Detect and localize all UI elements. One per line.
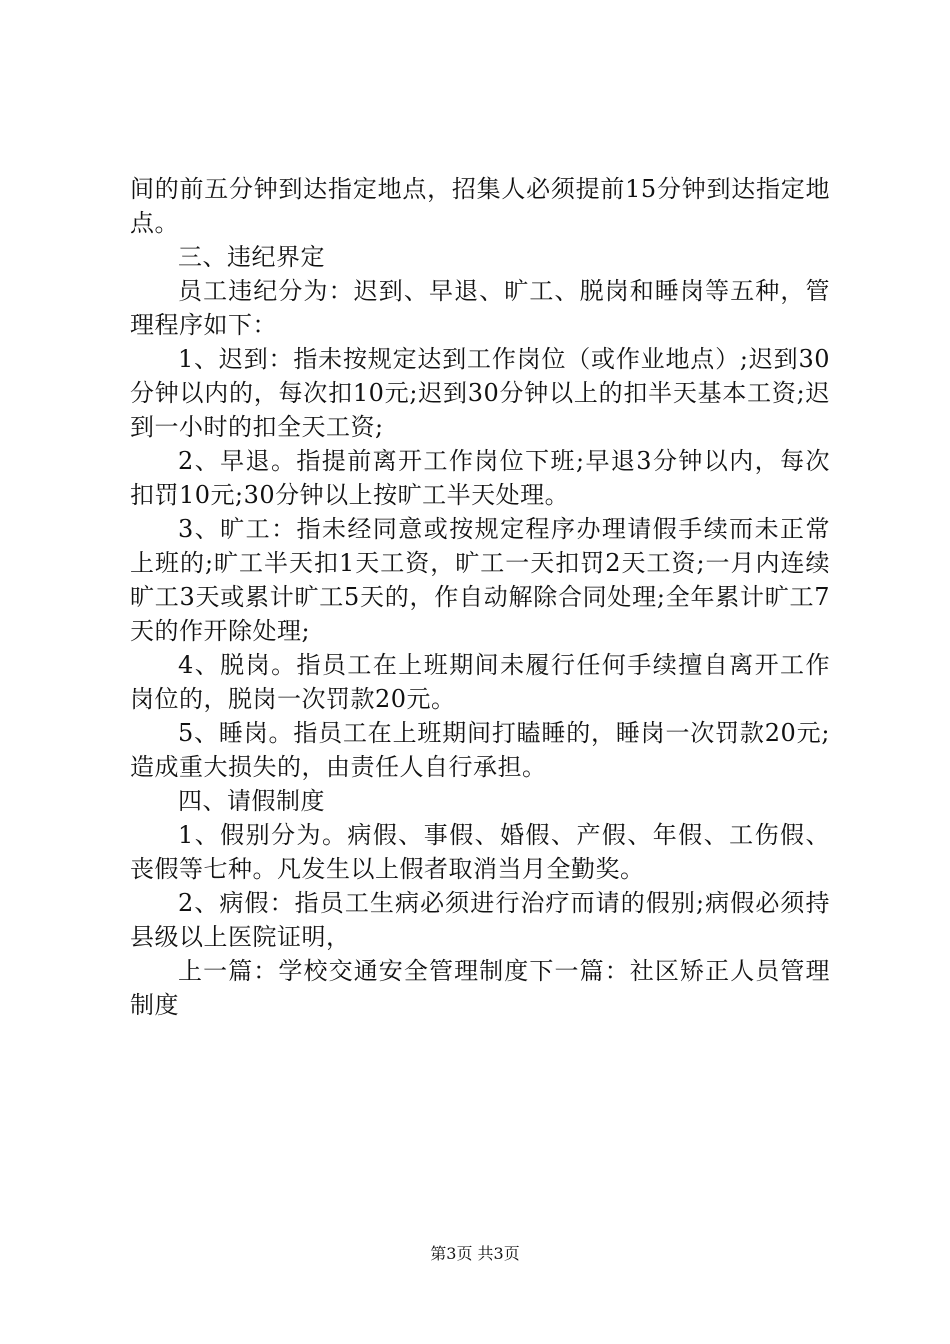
paragraph-leave-types: 1、假别分为。病假、事假、婚假、产假、年假、工伤假、丧假等七种。凡发生以上假者取消当月全勤奖。 [130,821,830,883]
paragraph-early-leave: 2、早退。指提前离开工作岗位下班;早退3分钟以内，每次扣罚10元;30分钟以上按旷工半天处理。 [130,447,830,509]
paragraph-late: 1、迟到：指未按规定达到工作岗位（或作业地点）;迟到30分钟以内的，每次扣10元;迟到30分钟以上的扣半天基本工资;迟到一小时的扣全天工资; [130,345,830,441]
paragraph-sick-leave: 2、病假：指员工生病必须进行治疗而请的假别;病假必须持县级以上医院证明， [130,889,830,951]
paragraph-discipline-intro: 员工违纪分为：迟到、早退、旷工、脱岗和睡岗等五种，管理程序如下： [130,277,830,339]
paragraph-leaving-post: 4、脱岗。指员工在上班期间未履行任何手续擅自离开工作岗位的，脱岗一次罚款20元。 [130,651,830,713]
paragraph-prev-next-links: 上一篇：学校交通安全管理制度下一篇：社区矫正人员管理制度 [130,957,830,1019]
paragraph-sleeping-post: 5、睡岗。指员工在上班期间打瞌睡的，睡岗一次罚款20元;造成重大损失的，由责任人自行承担。 [130,719,830,781]
document-body [130,172,830,1022]
section-heading-leave: 四、请假制度 [178,787,325,815]
page-number-footer: 第3页 共3页 [430,1244,520,1263]
paragraph-continuation: 间的前五分钟到达指定地点，招集人必须提前15分钟到达指定地点。 [130,175,830,237]
paragraph-absence: 3、旷工：指未经同意或按规定程序办理请假手续而未正常上班的;旷工半天扣1天工资，旷工一天扣罚2天工资;一月内连续旷工3天或累计旷工5天的，作自动解除合同处理;全年累计旷工7天的作开除处理; [130,515,830,645]
section-heading-discipline: 三、违纪界定 [178,243,325,271]
